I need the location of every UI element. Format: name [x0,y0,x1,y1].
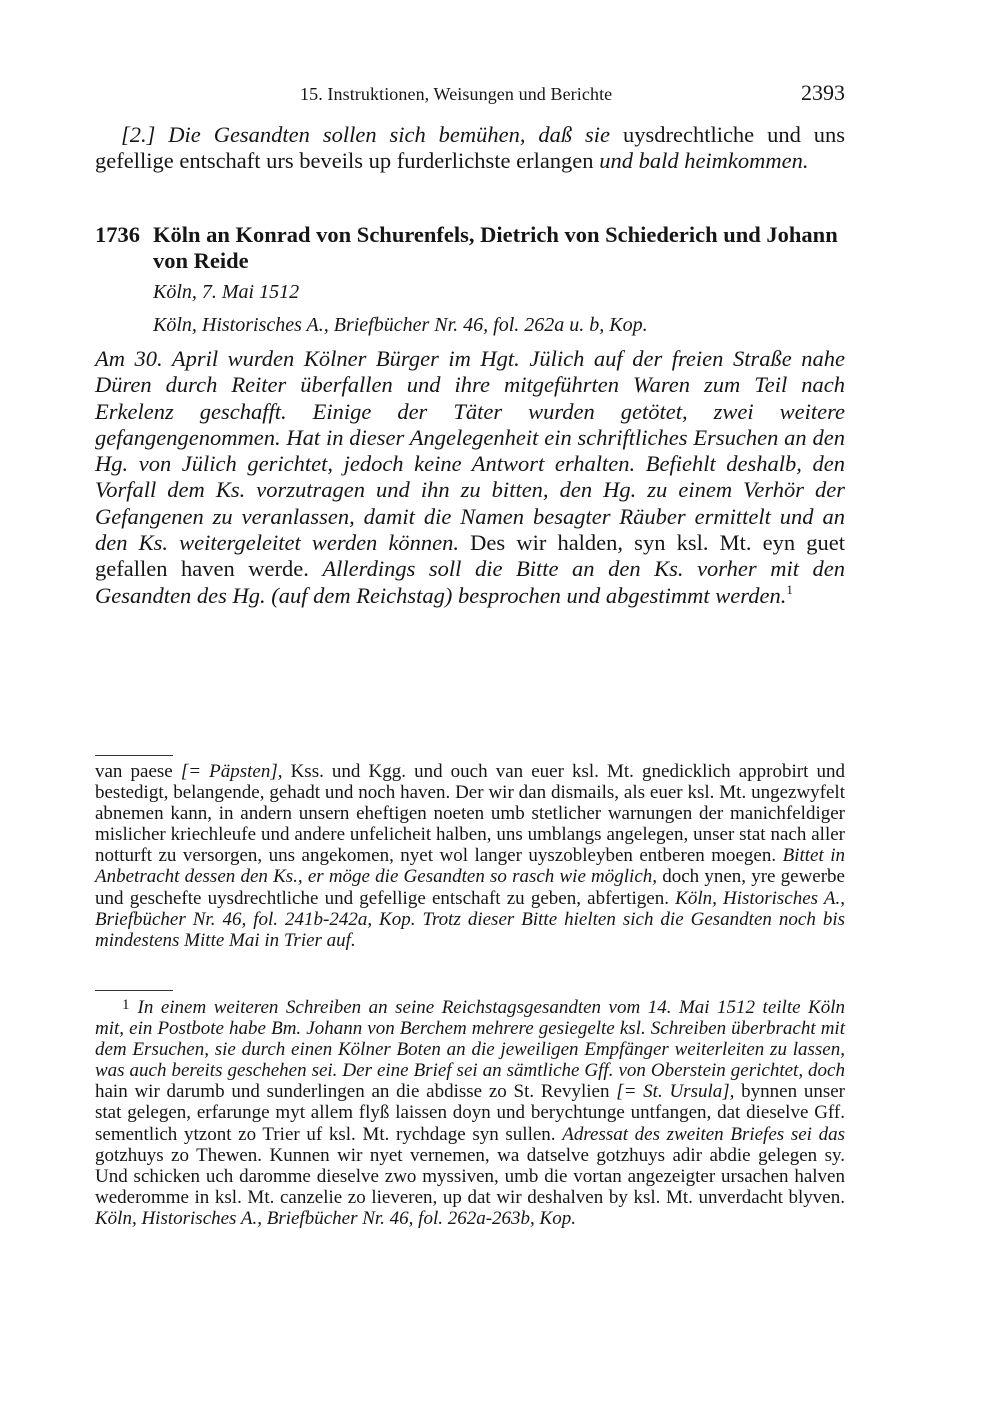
footnote-continued [95,761,845,951]
note-italic: Köln, Historisches A., Briefbücher Nr. 46, fol. 262a-263b, Kop. [95,1207,576,1229]
footnote-1 [95,995,845,1229]
note-italic: Köln, Historisches A., Briefbücher Nr. 46, fol. 241b-242a, Kop. Trotz dieser Bitte hielten sich die Gesandten noch bis mindestens Mitte Mai in Trier auf. [95,887,845,951]
running-title: 15. Instruktionen, Weisungen und Berichte [300,84,613,104]
place-date: Köln, 7. Mai 1512 [153,281,300,303]
source-reference: Köln, Historisches A., Briefbücher Nr. 46, fol. 262a u. b, Kop. [153,314,648,336]
running-head [95,82,845,106]
note-text: doch ynen, yre gewerbe und geschefte uysdrechtliche und gefellige entschaft zu geben, abfertigen. [95,866,845,909]
intro-italic: [2.] Die Gesandten sollen sich bemühen, daß sie [121,122,611,147]
footnote-rule [95,990,173,991]
note-italic: Bittet in Anbetracht dessen den Ks., er möge die Gesandten so rasch wie möglich, [95,845,845,888]
footnote-rule [95,755,173,756]
note-italic: Adressat des zweiten Briefes sei das [562,1123,845,1145]
note-italic: In einem weiteren Schreiben an seine Reichstagsgesandten vom 14. Mai 1512 teilte Köln mit, ein Postbote habe Bm. Johann von Berchem mehrere gesiegelte ksl. Schreiben überbracht mit dem Ersuchen, sie durch einen Kölner Boten an die jeweiligen Empfänger weiterleiten zu lassen, was auch bereits geschehen sei. Der eine Brief sei an sämtliche Gff. von Oberstein gerichtet, doch [95,997,845,1082]
regest-paragraph [95,346,845,609]
note-text: bynnen unser stat gelegen, erfarunge myt allem flyß laissen doyn und berychtunge untfangen, dat dieselve Gff. sementlich ytzont zo Trier uf ksl. Mt. rychdage syn sullen. [95,1081,845,1145]
page-number: 2393 [801,80,845,105]
intro-quote: uysdrechtliche und uns gefellige entschaft urs beveils up furderlichste erlangen [95,122,845,173]
note-text: gotzhuys zo Thewen. Kunnen wir nyet vernemen, wa datselve gotzhuys adir abdie gelegen sy. Und schicken uch daromme dieselve zwo myssiven, umb die vortan angezeigter ursachen halven wederomme in ksl. Mt. canzelie zo lieveren, up dat wir deshalven by ksl. Mt. unverdacht blyven. [95,1144,845,1208]
document-title: Köln an Konrad von Schurenfels, Dietrich von Schiederich und Johann von Reide [153,222,838,273]
note-text: Kss. und Kgg. und ouch van euer ksl. Mt. gnedicklich approbirt und bestedigt, belangende, gehadt und noch haven. Der wir dan dismails, als euer ksl. Mt. ungezwyfelt abnemen kann, in andern unsern eheftigen noeten umb stetlicher warnungen der manichfeldiger mislicher kriechleufe und andere unfelicheit halben, uns umblangs angelegen, unser stat nach aller notturft zu versorgen, uns angekomen, nyet wol langer uyszobleyben entberen moegen. [95,761,845,867]
footnote-reference[interactable]: 1 [786,581,793,597]
note-text: hain wir darumb und sunderlingen an die abdisse zo St. Revylien [95,1081,617,1103]
footnote-number: 1 [122,997,130,1013]
regest-italic: Am 30. April wurden Kölner Bürger im Hgt. Jülich auf der freien Straße nahe Düren durch Reiter überfallen und ihre mitgeführten Waren zum Teil nach Erkelenz geschafft. Einige der Täter wurden getötet, zwei weitere gefangengenommen. Hat in dieser Angelegenheit ein schriftliches Ersuchen an den Hg. von Jülich gerichtet, jedoch keine Antwort erhalten. Befiehlt deshalb, den Vorfall dem Ks. vorzutragen und ihn zu bitten, den Hg. zu einem Verhör der Gefangenen zu veranlassen, damit die Namen besagter Räuber ermittelt und an den Ks. weitergeleitet werden können. [95,346,845,556]
document-number: 1736 [95,222,140,247]
intro-italic-end: und bald heimkommen. [599,148,809,173]
regest-italic-2: Allerdings soll die Bitte an den Ks. vorher mit den Gesandten des Hg. (auf dem Reichstag) besprochen und abgestimmt werden. [95,556,845,608]
note-text: van paese [95,761,181,782]
intro-paragraph [95,122,845,174]
note-italic: [= Päpsten], [180,761,283,782]
note-italic: [= St. Ursula], [616,1081,735,1103]
document-heading [95,222,845,274]
regest-quote: Des wir halden, syn ksl. Mt. eyn guet gefallen haven werde. [95,530,845,582]
